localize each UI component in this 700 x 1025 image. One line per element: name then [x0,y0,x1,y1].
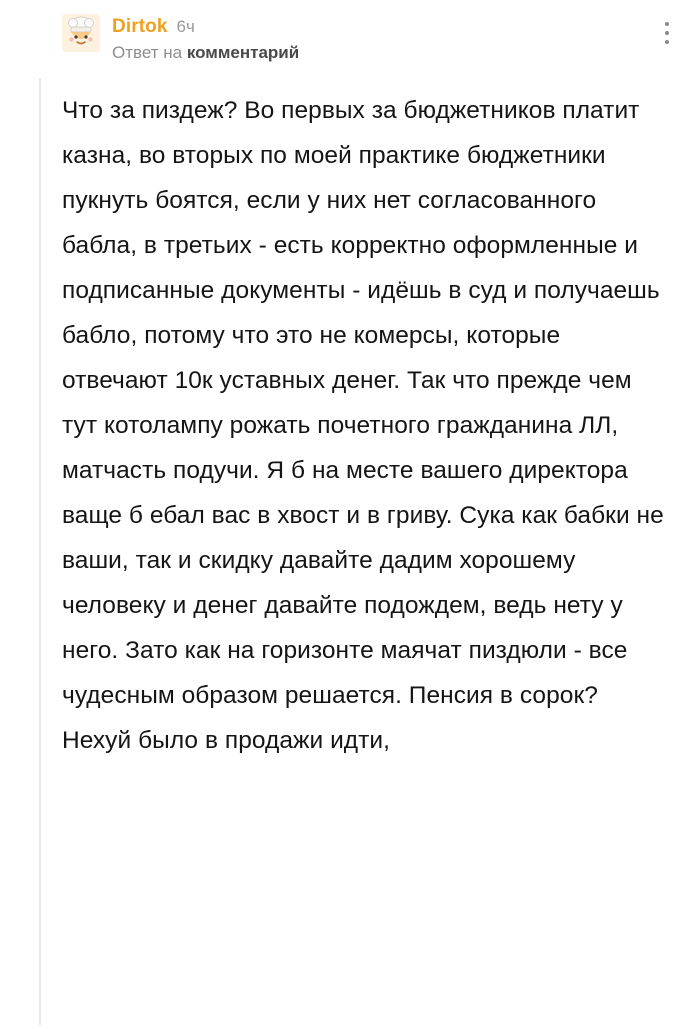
reply-reference [112,43,299,63]
comment-timestamp: 6ч [176,17,195,36]
comment-body: Что за пиздеж? Во первых за бюджетников платит казна, во вторых по моей практике бюджетники пукнуть боятся, если у них нет согласованного бабла, в третьих - есть корректно оформленные и подписанные документы - идёшь в суд и получаешь бабло, потому что это не комерсы, которые отвечают 10к уставных денег. Так что прежде чем тут котолампу рожать почетного гражданина ЛЛ, матчасть подучи. Я б на месте вашего директора ваще б ебал вас в хвост и в гриву. Сука как бабки не ваши, так и скидку давайте дадим хорошему человеку и денег давайте подождем, ведь нету у него. Зато как на горизонте маячат пиздюли - все чудесным образом решается. Пенсия в сорок? Нехуй было в продажи идти, [62,97,671,754]
thread-line [39,78,41,1025]
user-avatar-chef-icon [62,14,100,52]
comment-header [0,0,700,64]
reply-prefix-label: Ответ на [112,43,187,62]
dot-2 [665,31,669,35]
name-line [112,16,299,38]
author-username[interactable]: Dirtok [112,16,168,37]
dot-3 [665,40,669,44]
parent-comment-link[interactable]: комментарий [186,43,300,62]
dot-1 [665,22,669,26]
more-vertical-icon[interactable] [656,22,678,48]
avatar[interactable] [62,14,100,52]
comment-header-text [112,14,299,63]
